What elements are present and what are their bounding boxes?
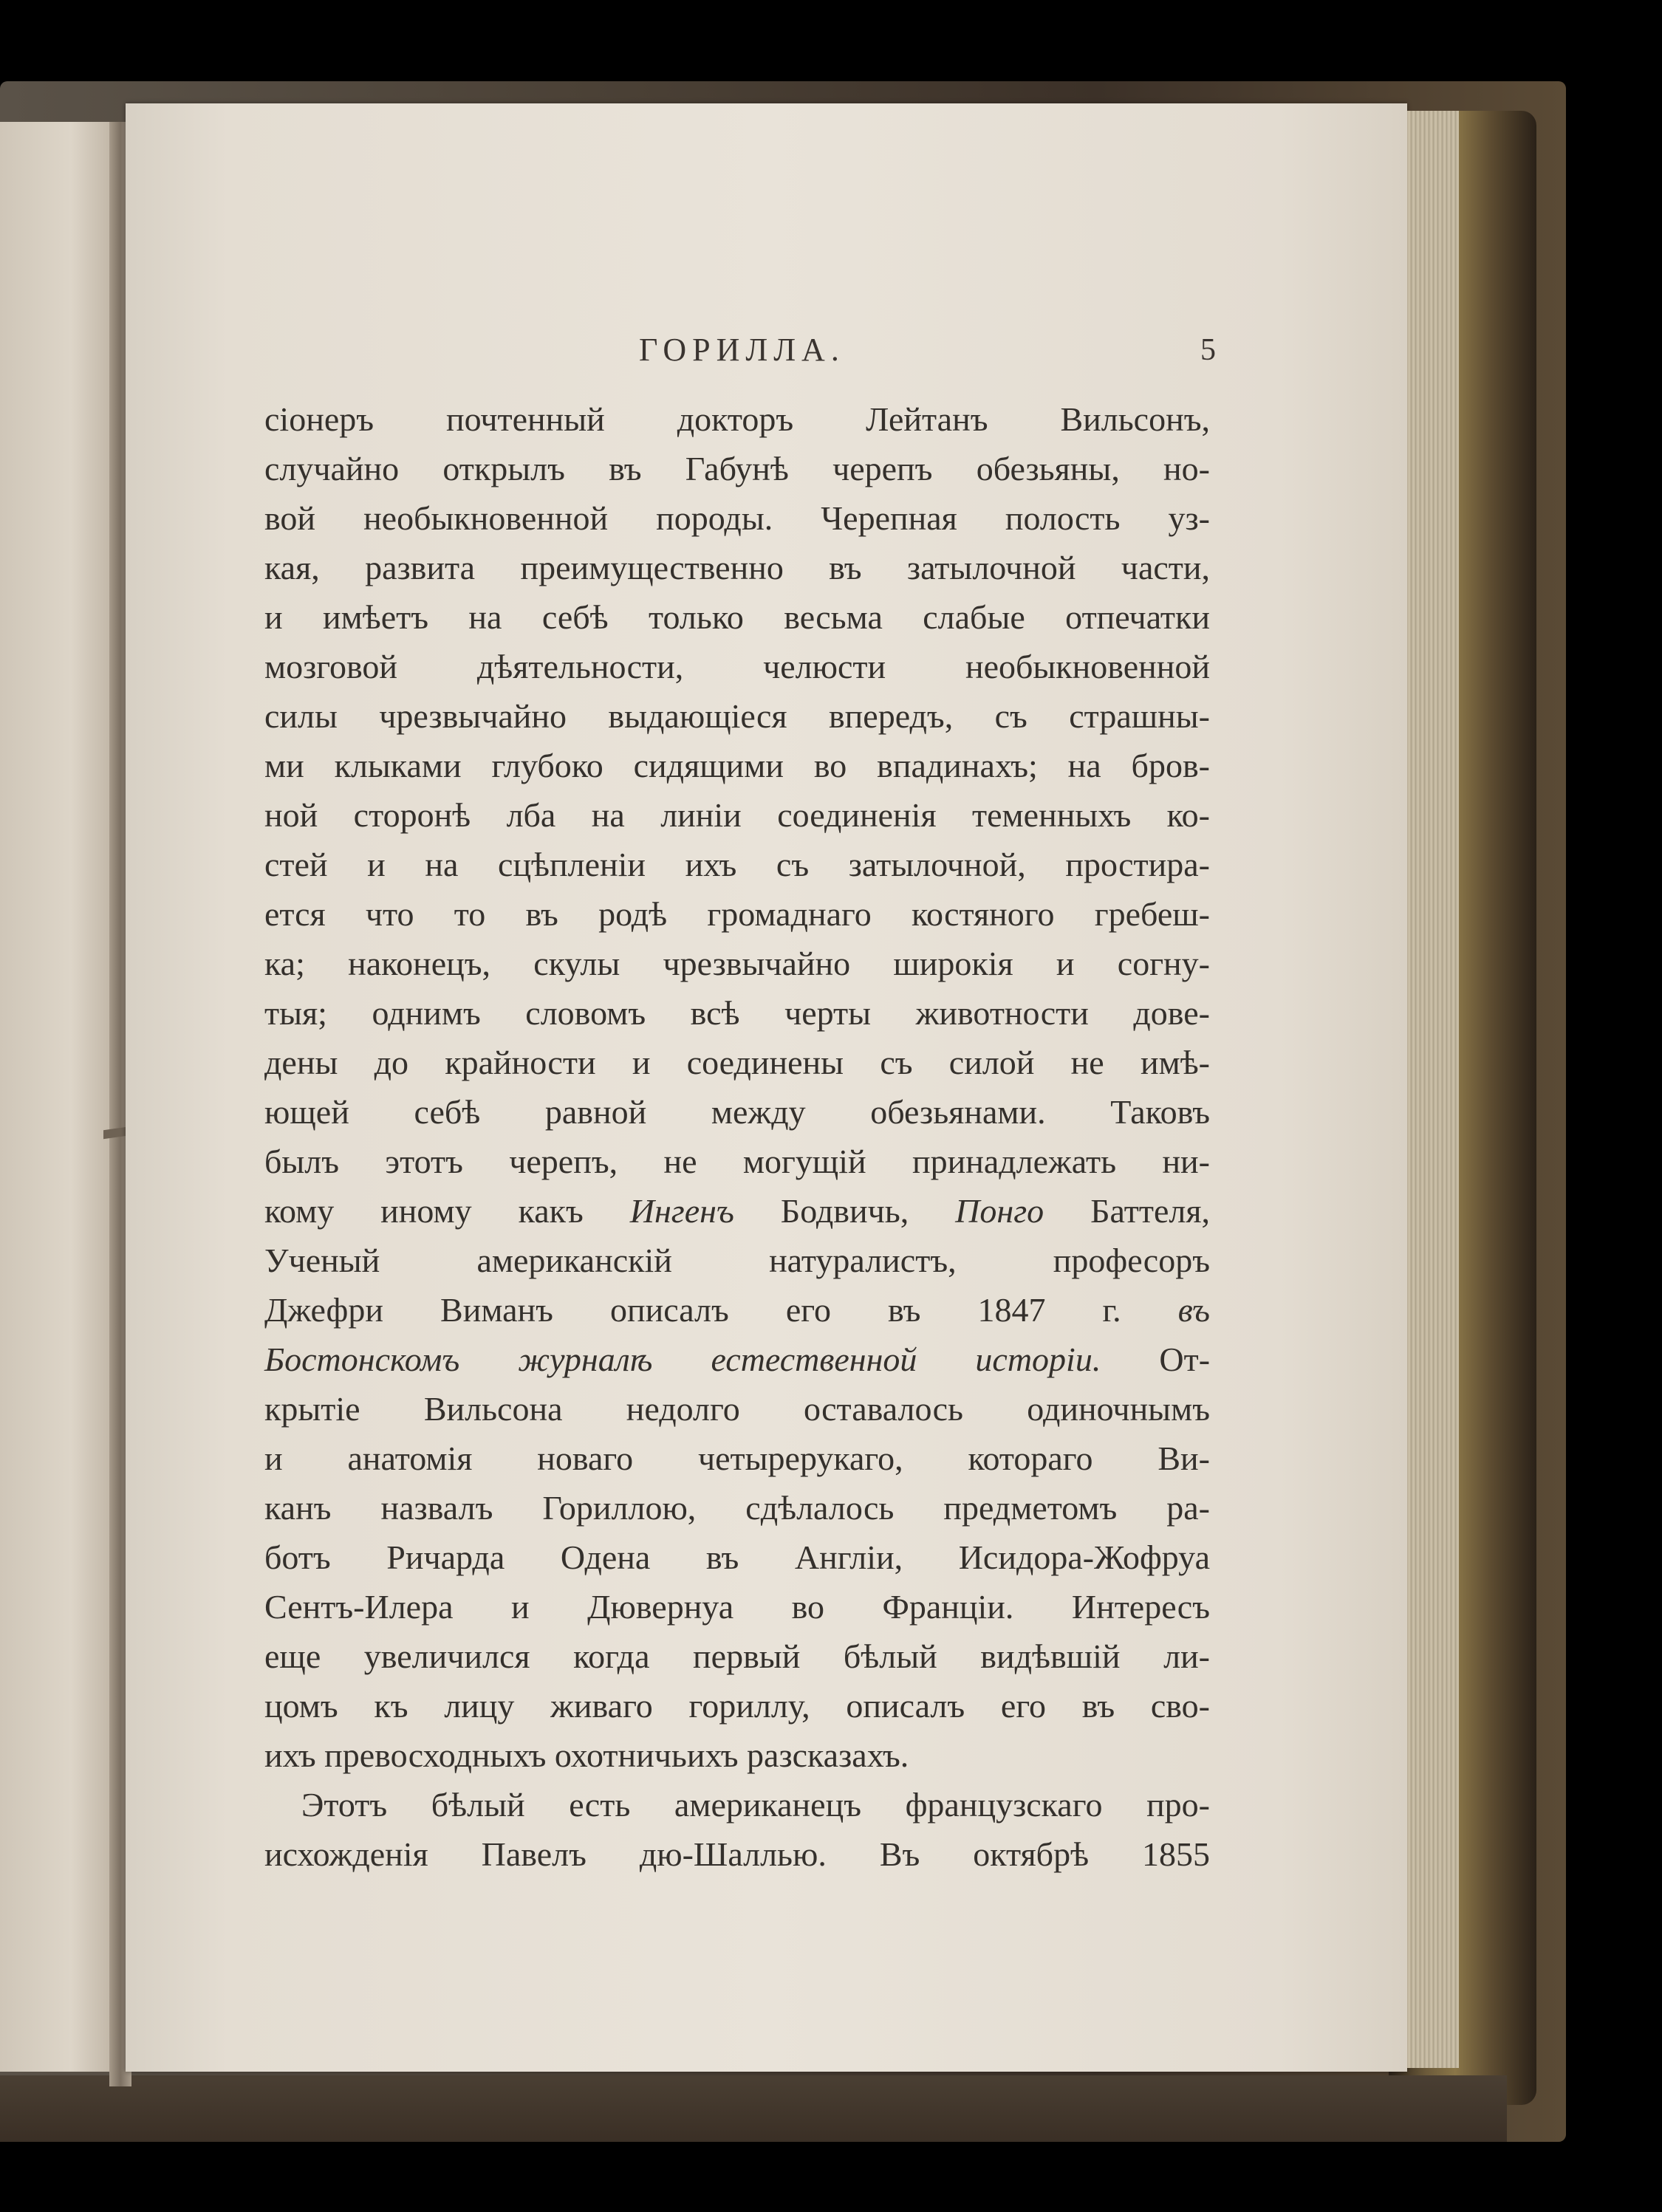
text-line: былъ этотъ черепъ, не могущій принадлежать ни- (264, 1143, 1210, 1180)
text-line: крытіе Вильсона недолго оставалось одиночнымъ (264, 1390, 1210, 1428)
paragraph-start: Этотъ бѣлый есть американецъ французскаго про- (301, 1786, 1210, 1824)
body-text (264, 394, 1210, 1879)
text-line: силы чрезвычайно выдающіеся впередъ, съ страшны- (264, 697, 1210, 735)
text-line: случайно открылъ въ Габунѣ черепъ обезьяны, но- (264, 450, 1210, 487)
text-line: ми клыками глубоко сидящими во впадинахъ; на бров- (264, 747, 1210, 784)
text-line: Ученый американскій натуралистъ, професоръ (264, 1242, 1210, 1279)
text-line: и имѣетъ на себѣ только весьма слабые отпечатки (264, 598, 1210, 636)
text-run: От- (1101, 1340, 1211, 1378)
text-line: Сентъ-Илера и Дювернуа во Франціи. Интересъ (264, 1588, 1210, 1626)
text-line: сіонеръ почтенный докторъ Лейтанъ Вильсонъ, (264, 400, 1210, 438)
text-run: Бодвичь, (733, 1192, 956, 1230)
text-line: ющей себѣ равной между обезьянами. Таковъ (264, 1093, 1210, 1131)
left-page (0, 122, 118, 2072)
text-line: ка; наконецъ, скулы чрезвычайно широкія и согну- (264, 945, 1210, 982)
text-line: мозговой дѣятельности, челюсти необыкновенной (264, 648, 1210, 685)
text-line: дены до крайности и соединены съ силой не имѣ- (264, 1044, 1210, 1081)
text-line: еще увеличился когда первый бѣлый видѣвшій ли- (264, 1637, 1210, 1675)
text-run: Баттеля, (1044, 1192, 1210, 1230)
text-line: цомъ къ лицу живаго гориллу, описалъ его въ сво- (264, 1687, 1210, 1725)
text-line: вой необыкновенной породы. Черепная полость уз- (264, 499, 1210, 537)
running-head (126, 331, 1407, 375)
text-line (264, 1335, 1210, 1384)
page-edges (1407, 111, 1459, 2068)
running-title: ГОРИЛЛА. (639, 332, 845, 368)
italic-text: въ (1177, 1291, 1210, 1329)
text-run: кому иному какъ (264, 1192, 630, 1230)
text-line (264, 1285, 1210, 1335)
italic-text: Ингенъ (629, 1192, 734, 1230)
text-line: исхожденія Павелъ дю-Шаллью. Въ октябрѣ 1855 (264, 1835, 1210, 1873)
page-number: 5 (1200, 333, 1216, 367)
text-line: канъ назвалъ Гориллою, сдѣлалось предметомъ ра- (264, 1489, 1210, 1527)
text-line: ботъ Ричарда Одена въ Англіи, Исидора-Жофруа (264, 1538, 1210, 1576)
text-line: ихъ превосходныхъ охотничьихъ разсказахъ. (264, 1736, 909, 1774)
italic-text: Бостонскомъ журналѣ естественной исторіи. (264, 1340, 1101, 1378)
text-line: ется что то въ родѣ громаднаго костяного гребеш- (264, 895, 1210, 933)
text-line: тыя; однимъ словомъ всѣ черты животности дове- (264, 994, 1210, 1032)
text-run: Джефри Виманъ описалъ его въ 1847 г. (264, 1291, 1178, 1329)
text-line: ной сторонѣ лба на линіи соединенія теменныхъ ко- (264, 796, 1210, 834)
text-line (264, 1186, 1210, 1236)
text-line: стей и на сцѣпленіи ихъ съ затылочной, простира- (264, 846, 1210, 883)
text-line: и анатомія новаго четырерукаго, котораго Ви- (264, 1439, 1210, 1477)
book-cover-bottom (0, 2075, 1507, 2142)
italic-text: Понго (955, 1192, 1044, 1230)
text-line: кая, развита преимущественно въ затылочной части, (264, 549, 1210, 586)
